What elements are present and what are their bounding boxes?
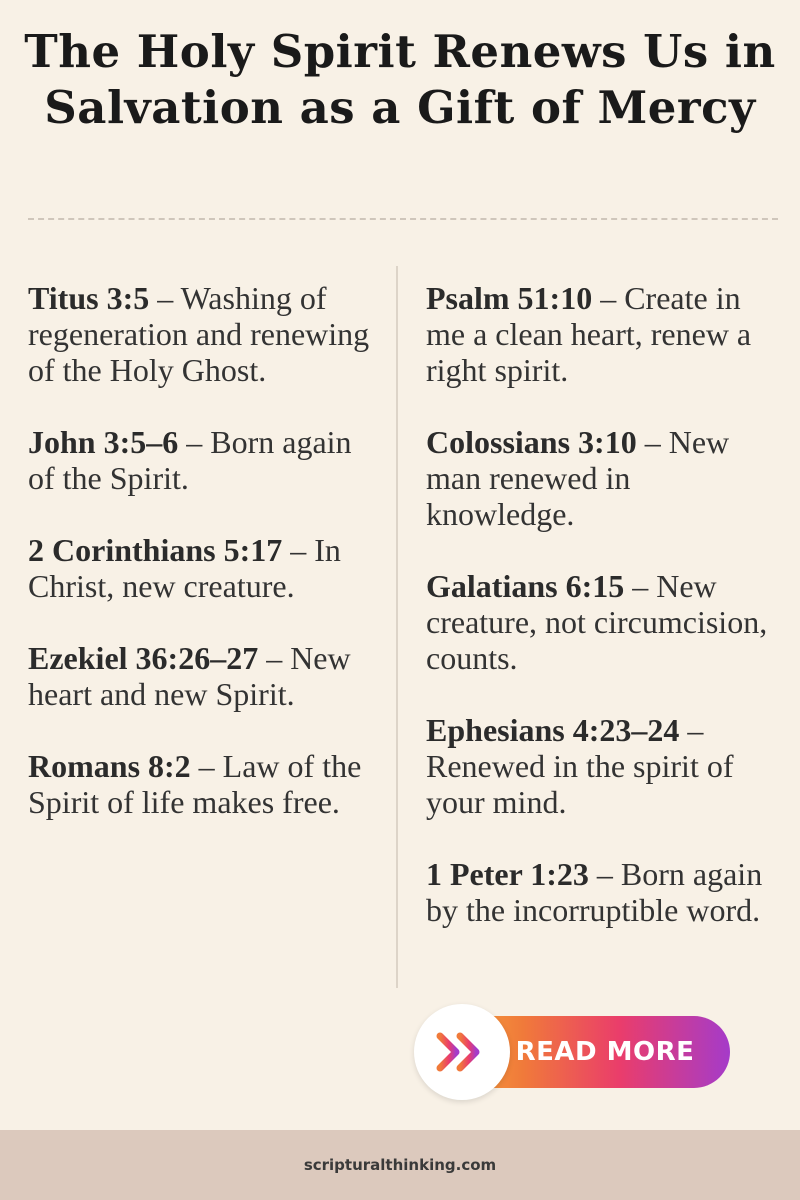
- read-more-button[interactable]: [414, 1004, 730, 1100]
- verse-entry: [426, 712, 776, 820]
- footer-site-link[interactable]: scripturalthinking.com: [303, 1156, 497, 1174]
- verse-entry: [28, 424, 383, 496]
- verse-entry: [426, 424, 776, 532]
- verse-reference: Psalm 51:10: [426, 280, 593, 316]
- dashed-divider: [28, 218, 778, 220]
- page-title: The Holy Spirit Renews Us in Salvation as a Gift of Mercy: [24, 25, 776, 134]
- verse-entry: [28, 640, 383, 712]
- verse-entry: [28, 748, 383, 820]
- verse-reference: 2 Corinthians 5:17: [28, 532, 283, 568]
- verse-reference: Ephesians 4:23–24: [426, 712, 680, 748]
- verse-reference: 1 Peter 1:23: [426, 856, 589, 892]
- verse-column-right: [426, 280, 776, 964]
- read-more-label: READ MORE: [515, 1037, 695, 1067]
- verse-summary: – Law of the Spirit of life makes free.: [28, 748, 362, 820]
- verse-summary: – New man renewed in knowledge.: [426, 424, 730, 532]
- verse-entry: [28, 280, 383, 388]
- verse-entry: [426, 568, 776, 676]
- verse-summary: – Born again by the incorruptible word.: [426, 856, 763, 928]
- verse-summary: – In Christ, new creature.: [28, 532, 341, 604]
- verse-summary: – Create in me a clean heart, renew a right spirit.: [426, 280, 752, 388]
- verse-summary: – Washing of regeneration and renewing of the Holy Ghost.: [28, 280, 370, 388]
- column-separator: [396, 266, 398, 988]
- read-more-icon-circle: [414, 1004, 510, 1100]
- verse-summary: – New creature, not circumcision, counts.: [426, 568, 768, 676]
- verse-reference: Titus 3:5: [28, 280, 150, 316]
- verse-summary: – Born again of the Spirit.: [28, 424, 352, 496]
- verse-entry: [426, 280, 776, 388]
- verse-summary: – New heart and new Spirit.: [28, 640, 351, 712]
- verse-column-left: [28, 280, 383, 856]
- verse-reference: John 3:5–6: [28, 424, 179, 460]
- verse-reference: Galatians 6:15: [426, 568, 625, 604]
- verse-entry: [426, 856, 776, 928]
- verse-entry: [28, 532, 383, 604]
- double-chevron-right-icon: [434, 1032, 490, 1072]
- footer-bar: [0, 1130, 800, 1200]
- verse-reference: Romans 8:2: [28, 748, 191, 784]
- verse-reference: Colossians 3:10: [426, 424, 637, 460]
- verse-summary: – Renewed in the spirit of your mind.: [426, 712, 734, 820]
- verse-reference: Ezekiel 36:26–27: [28, 640, 259, 676]
